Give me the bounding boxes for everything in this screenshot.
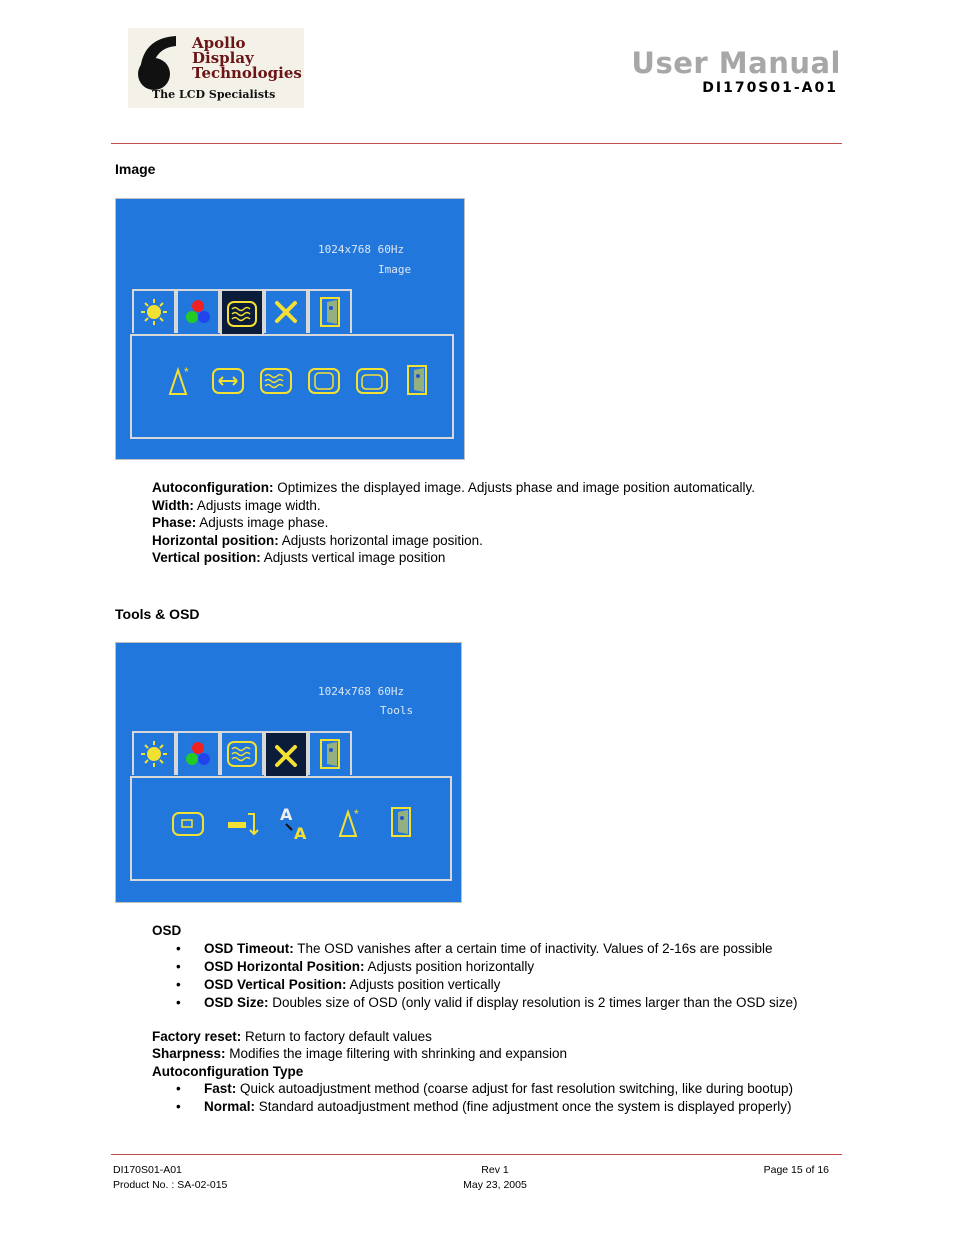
tools-tab: [264, 731, 308, 778]
svg-text:*: *: [184, 365, 189, 379]
autoconfig-type-item: [332, 804, 368, 842]
term: Sharpness:: [152, 1046, 226, 1061]
color-icon: [183, 297, 213, 327]
image-osd-screenshot: [115, 198, 465, 460]
image-icon: [226, 299, 258, 329]
osd-resolution: 1024x768 60Hz: [318, 685, 405, 698]
brightness-icon: [139, 739, 169, 769]
logo-tagline: The LCD Specialists: [152, 88, 276, 101]
factory-reset-desc: [152, 1028, 872, 1046]
autoconfig-icon: [162, 364, 198, 398]
autoconfig-type-subheading: Autoconfiguration Type: [152, 1063, 304, 1079]
width-item: [210, 364, 246, 398]
image-icon: [226, 739, 258, 769]
list-item: [152, 1098, 872, 1116]
definition: Adjusts image phase.: [196, 515, 329, 530]
vpos-desc: [152, 549, 852, 567]
list-item: [152, 994, 872, 1012]
footer-date: May 23, 2005: [463, 1179, 527, 1191]
exit-icon: [386, 806, 416, 840]
brightness-tab: [132, 731, 176, 775]
list-item: [152, 940, 872, 958]
sharpness-desc: [152, 1045, 872, 1063]
horizontal-position-item: [306, 364, 342, 398]
image-tab: [220, 731, 264, 775]
brightness-tab: [132, 289, 176, 333]
image-tab: [220, 289, 264, 336]
definition: Adjusts position vertically: [346, 976, 501, 992]
term: Horizontal position:: [152, 532, 279, 548]
width-icon: [210, 364, 246, 398]
color-tab: [176, 731, 220, 775]
footer-right: [764, 1163, 829, 1178]
exit-icon: [315, 738, 345, 770]
phase-desc: [152, 514, 852, 532]
sharpness-icon: [278, 804, 314, 842]
footer-product-no: Product No. : SA-02-015: [113, 1179, 228, 1191]
definition: Modifies the image filtering with shrinking and expansion: [225, 1046, 567, 1061]
model-number: DI170S01-A01: [702, 80, 838, 96]
phase-item: [258, 364, 294, 398]
term: Width:: [152, 497, 194, 513]
osd-submenu-items: [162, 364, 432, 398]
osd-mode-label: Tools: [380, 704, 414, 717]
document-title: User Manual: [631, 46, 841, 80]
osd-item: [170, 804, 206, 842]
color-tab: [176, 289, 220, 333]
tools-osd-screenshot: [115, 642, 462, 903]
footer-center: [450, 1163, 540, 1193]
logo-line-1: Apollo: [192, 34, 246, 52]
vertical-position-icon: [354, 364, 390, 398]
header-divider: [111, 143, 842, 144]
image-section-heading: Image: [115, 161, 156, 177]
exit-item: [402, 364, 432, 398]
autoconfig-item: [162, 364, 198, 398]
sharpness-item: [278, 804, 314, 842]
autoconfig-desc: [152, 479, 852, 497]
definition: Return to factory default values: [241, 1028, 432, 1044]
definition: Adjusts image width.: [193, 497, 321, 513]
osd-subheading: OSD: [152, 923, 182, 938]
hpos-desc: [152, 532, 852, 550]
term: Autoconfiguration:: [152, 480, 274, 495]
tools-tab: [264, 289, 308, 333]
logo-wordmark: [192, 36, 302, 81]
osd-options-list: [100, 940, 872, 1012]
svg-text:A: A: [294, 824, 307, 842]
brightness-icon: [139, 297, 169, 327]
logo-line-2: Display: [192, 49, 254, 67]
osd-submenu-items: [170, 804, 416, 842]
tools-descriptions: [152, 922, 872, 1116]
term: OSD Horizontal Position:: [204, 958, 365, 974]
company-logo: [128, 28, 304, 108]
footer-page-number: Page 15 of 16: [763, 1164, 829, 1176]
tools-icon: [271, 297, 301, 327]
phase-icon: [258, 364, 294, 398]
term: OSD Size:: [204, 994, 269, 1010]
autoconfig-type-icon: [332, 806, 368, 840]
term: Vertical position:: [152, 550, 261, 565]
definition: Standard autoadjustment method (fine adjustment once the system is displayed properly): [255, 1099, 792, 1114]
definition: Adjusts horizontal image position.: [278, 532, 483, 548]
exit-tab: [308, 731, 352, 775]
definition: Adjusts vertical image position: [260, 550, 446, 565]
factory-reset-item: [224, 804, 260, 842]
list-item: [152, 958, 872, 976]
list-item: [152, 976, 872, 994]
term: Fast:: [204, 1081, 237, 1096]
logo-line-3: Technologies: [192, 64, 302, 82]
svg-text:*: *: [354, 807, 359, 821]
osd-resolution: 1024x768 60Hz: [318, 243, 405, 256]
tools-icon: [271, 741, 301, 771]
definition: The OSD vanishes after a certain time of inactivity. Values of 2-16s are possible: [293, 940, 773, 956]
osd-icon: [170, 806, 206, 840]
tools-section-heading: Tools & OSD: [115, 606, 200, 622]
image-descriptions: [152, 479, 852, 567]
vertical-position-item: [354, 364, 390, 398]
footer-left: [113, 1163, 227, 1193]
osd-tab-bar: [132, 731, 352, 778]
osd-tab-bar: [132, 289, 352, 336]
color-icon: [183, 739, 213, 769]
definition: Doubles size of OSD (only valid if display resolution is 2 times larger than the OSD size): [268, 994, 798, 1010]
footer-divider: [111, 1154, 842, 1155]
svg-text:A: A: [280, 805, 293, 824]
exit-icon: [402, 364, 432, 398]
term: Phase:: [152, 515, 197, 530]
footer-revision: Rev 1: [481, 1164, 509, 1176]
footer-doc-id: DI170S01-A01: [113, 1164, 182, 1176]
exit-tab: [308, 289, 352, 333]
definition: Optimizes the displayed image. Adjusts phase and image position automatically.: [273, 480, 755, 495]
osd-mode-label: Image: [378, 263, 412, 276]
definition: Quick autoadjustment method (coarse adjust for fast resolution switching, like during bootup): [236, 1081, 794, 1096]
autoconfig-type-list: [100, 1080, 872, 1116]
width-desc: [152, 497, 852, 515]
list-item: [152, 1080, 872, 1098]
term: OSD Timeout:: [204, 940, 294, 956]
definition: Adjusts position horizontally: [364, 958, 535, 974]
exit-icon: [315, 296, 345, 328]
term: Normal:: [204, 1099, 256, 1114]
term: OSD Vertical Position:: [204, 976, 347, 992]
factory-reset-icon: [224, 806, 260, 840]
horizontal-position-icon: [306, 364, 342, 398]
term: Factory reset:: [152, 1028, 242, 1044]
exit-item: [386, 804, 416, 842]
